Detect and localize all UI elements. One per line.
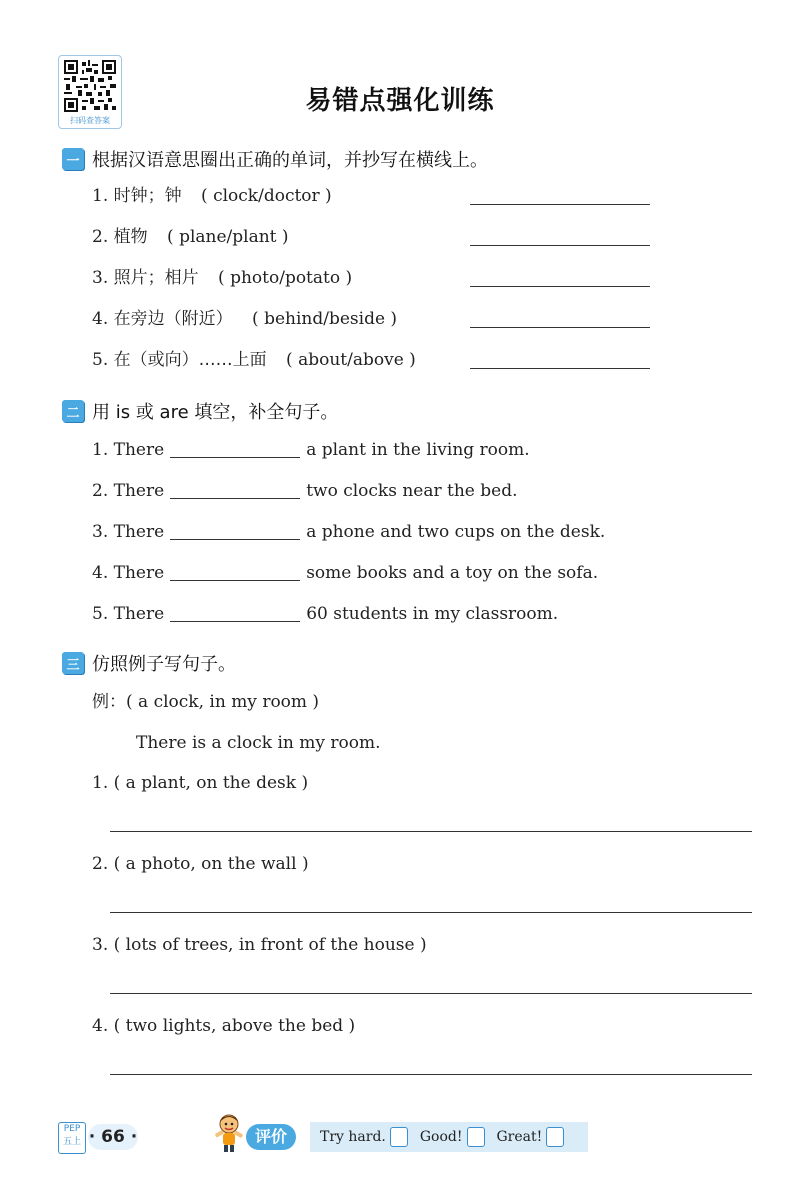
section-1-title: 根据汉语意思圈出正确的单词，并抄写在横线上。	[92, 150, 488, 171]
section-3-title: 仿照例子写句子。	[92, 654, 236, 675]
item-number: 1.	[92, 440, 109, 460]
evaluate-label: 评价	[246, 1124, 296, 1150]
s3-item-3	[92, 933, 427, 957]
pep-label: PEP	[63, 1124, 81, 1134]
fill-blank[interactable]	[170, 439, 300, 458]
s1-item-5	[92, 348, 416, 372]
item-chinese: 植物	[113, 227, 148, 247]
item-options[interactable]: ( about/above )	[286, 350, 416, 370]
item-options[interactable]: ( clock/doctor )	[201, 186, 332, 206]
item-start: There	[113, 522, 165, 542]
writing-line[interactable]	[110, 912, 752, 913]
example-prompt: ( a clock, in my room )	[126, 692, 320, 712]
s2-item-2	[92, 479, 518, 503]
example-label: 例：	[92, 692, 126, 712]
s2-item-1	[92, 438, 530, 462]
rating-great[interactable]	[497, 1127, 577, 1147]
item-start: There	[113, 440, 165, 460]
rating-try-hard[interactable]	[320, 1127, 420, 1147]
s2-item-3	[92, 520, 605, 544]
item-options[interactable]: ( behind/beside )	[252, 309, 398, 329]
section-2-title: 用 is 或 are 填空，补全句子。	[92, 402, 339, 423]
pep-badge	[58, 1122, 86, 1154]
item-chinese: 时钟；钟	[113, 186, 182, 206]
s3-example-answer: There is a clock in my room.	[136, 733, 381, 753]
section-1-badge: 一	[62, 148, 84, 170]
item-options[interactable]: ( photo/potato )	[218, 268, 353, 288]
item-prompt: ( a photo, on the wall )	[113, 854, 309, 874]
s3-example	[92, 690, 319, 714]
item-number: 3.	[92, 268, 109, 288]
section-2-header	[62, 398, 338, 424]
s1-item-2	[92, 225, 289, 249]
item-number: 3.	[92, 522, 109, 542]
item-number: 5.	[92, 350, 109, 370]
item-number: 2.	[92, 481, 109, 501]
rating-label: Great!	[496, 1129, 543, 1145]
fill-blank[interactable]	[170, 562, 300, 581]
section-2-badge: 二	[62, 400, 84, 422]
item-number: 5.	[92, 604, 109, 624]
writing-line[interactable]	[110, 993, 752, 994]
item-prompt: ( two lights, above the bed )	[113, 1016, 356, 1036]
item-number: 4.	[92, 309, 109, 329]
s3-item-4	[92, 1014, 355, 1038]
rating-bar	[310, 1122, 588, 1152]
item-end: some books and a toy on the sofa.	[306, 563, 599, 583]
item-number: 4.	[92, 1016, 109, 1036]
s1-item-3	[92, 266, 352, 290]
rating-checkbox[interactable]	[467, 1127, 485, 1147]
item-number: 2.	[92, 227, 109, 247]
s2-item-5	[92, 602, 558, 626]
item-chinese: 在旁边（附近）	[113, 309, 233, 329]
rating-label: Good!	[419, 1129, 463, 1145]
item-end: 60 students in my classroom.	[306, 604, 559, 624]
item-start: There	[113, 563, 165, 583]
rating-good[interactable]	[420, 1127, 497, 1147]
answer-line[interactable]	[470, 327, 650, 328]
grade-label: 五上	[62, 1137, 81, 1147]
s3-item-2	[92, 852, 309, 876]
rating-checkbox[interactable]	[390, 1127, 408, 1147]
qr-caption: 扫码查答案	[70, 116, 110, 125]
fill-blank[interactable]	[170, 603, 300, 622]
s2-item-4	[92, 561, 598, 585]
item-number: 1.	[92, 186, 109, 206]
item-chinese: 在（或向）……上面	[113, 350, 267, 370]
rating-label: Try hard.	[320, 1129, 386, 1145]
fill-blank[interactable]	[170, 480, 300, 499]
item-end: two clocks near the bed.	[306, 481, 518, 501]
item-start: There	[113, 604, 165, 624]
item-end: a plant in the living room.	[306, 440, 530, 460]
item-end: a phone and two cups on the desk.	[306, 522, 606, 542]
s1-item-4	[92, 307, 397, 331]
page-number: · 66 ·	[88, 1124, 138, 1150]
answer-line[interactable]	[470, 204, 650, 205]
item-number: 1.	[92, 773, 109, 793]
writing-line[interactable]	[110, 831, 752, 832]
answer-line[interactable]	[470, 245, 650, 246]
item-prompt: ( lots of trees, in front of the house )	[113, 935, 427, 955]
answer-line[interactable]	[470, 286, 650, 287]
item-options[interactable]: ( plane/plant )	[167, 227, 289, 247]
s3-item-1	[92, 771, 308, 795]
item-prompt: ( a plant, on the desk )	[113, 773, 309, 793]
item-number: 2.	[92, 854, 109, 874]
section-3-badge: 三	[62, 652, 84, 674]
fill-blank[interactable]	[170, 521, 300, 540]
writing-line[interactable]	[110, 1074, 752, 1075]
item-number: 4.	[92, 563, 109, 583]
answer-line[interactable]	[470, 368, 650, 369]
s1-item-1	[92, 184, 332, 208]
section-1-header	[62, 146, 488, 172]
item-chinese: 照片；相片	[113, 268, 199, 288]
mascot-icon	[212, 1112, 246, 1154]
page-title: 易错点强化训练	[305, 86, 495, 116]
item-number: 3.	[92, 935, 109, 955]
rating-checkbox[interactable]	[546, 1127, 564, 1147]
section-3-header	[62, 650, 236, 676]
item-start: There	[113, 481, 165, 501]
